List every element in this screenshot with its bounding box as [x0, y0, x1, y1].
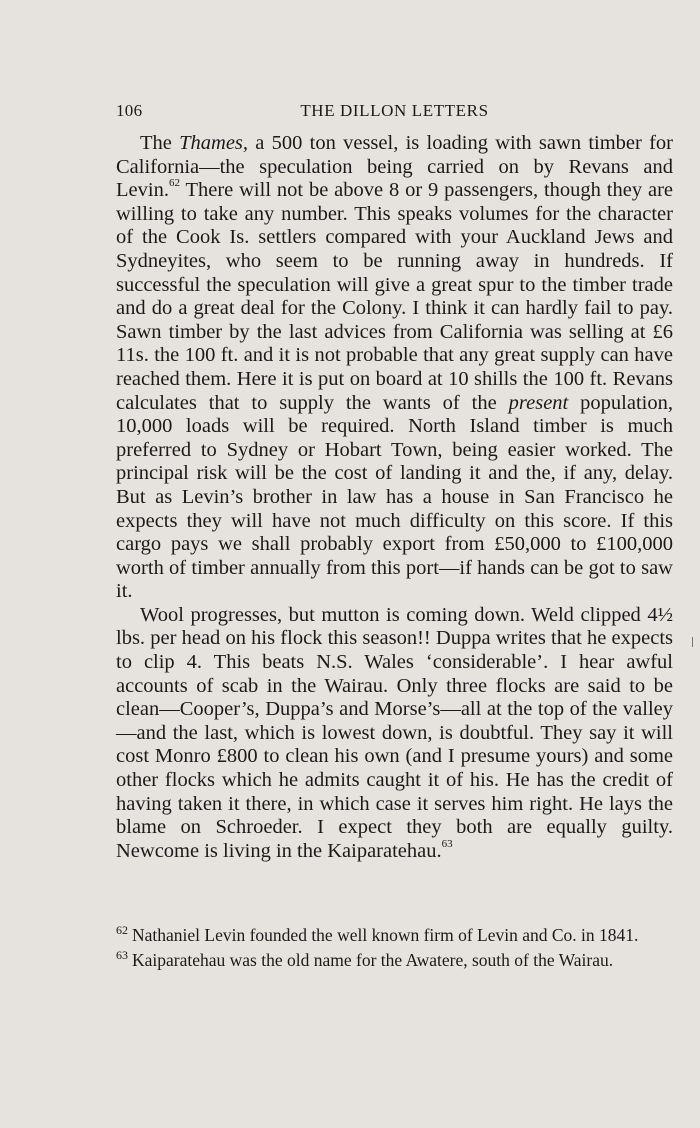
italic-text: Thames,: [179, 132, 249, 154]
footnote-63: [116, 947, 673, 971]
text-run: a 500 ton vessel, is loading with sawn timber for California—the speculation being carried on by Revans and Levin.: [116, 132, 673, 202]
footnote-number: 62: [116, 923, 128, 938]
footnotes: [116, 925, 673, 974]
running-head: [116, 101, 673, 125]
running-title: THE DILLON LETTERS: [300, 101, 489, 120]
footnote-reference: 63: [441, 837, 453, 850]
margin-mark: [692, 637, 693, 647]
body-text: [116, 132, 673, 863]
footnote-text: Nathaniel Levin founded the well known firm of Levin and Co. in 1841.: [132, 925, 639, 945]
footnote-reference: 62: [168, 177, 180, 190]
footnote-number: 63: [116, 947, 128, 962]
text-run: Wool progresses, but mutton is coming down. Weld clipped 4½ lbs. per head on his flock this season!! Duppa writes that he expects to clip 4. This beats N.S. Wales ‘considerable’. I hear awful accounts of scab in the Wairau. Only three flocks are said to be clean—Cooper’s, Duppa’s and Morse’s—all at the top of the valley—and the last, which is lowest down, is doubtful. They say it will cost Monro £800 to clean his own (and I presume yours) and some other flocks which he admits caught it of his. He has the credit of having taken it there, in which case it serves him right. He lays the blame on Schroeder. I expect they both are equally guilty. Newcome is living in the Kaiparatehau.: [116, 603, 673, 862]
footnote-text: Kaiparatehau was the old name for the Awatere, south of the Wairau.: [132, 949, 614, 970]
text-run: The: [140, 132, 180, 154]
text-run: There will not be above 8 or 9 passengers, though they are willing to take any number. This speaks volumes for the character of the Cook Is. settlers compared with your Auckland Jews and Sydneyites, who seem to be running away in hundreds. If successful the speculation will give a great spur to the timber trade and do a great deal for the Colony. I think it can hardly fail to pay. Sawn timber by the last advices from California was selling at £6 11s. the 100 ft. and it is not probable that any great supply can have reached them. Here it is put on board at 10 shills the 100 ft. Revans calculates that to supply the wants of the: [116, 179, 673, 414]
footnote-62: [116, 925, 673, 946]
italic-text: present: [508, 391, 569, 414]
paragraph-timber: [116, 132, 673, 604]
page-number: 106: [116, 101, 143, 120]
paragraph-wool: [116, 604, 673, 864]
text-run: population, 10,000 loads will be required. North Island timber is much preferred to Sydney or Hobart Town, being easier worked. The principal risk will be the cost of landing it and the, if any, delay. But as Levin’s brother in law has a house in San Francisco he expects they will have not much difficulty on this score. If this cargo pays we shall probably export from £50,000 to £100,000 worth of timber annually from this port—if hands can be got to saw it.: [116, 391, 673, 603]
